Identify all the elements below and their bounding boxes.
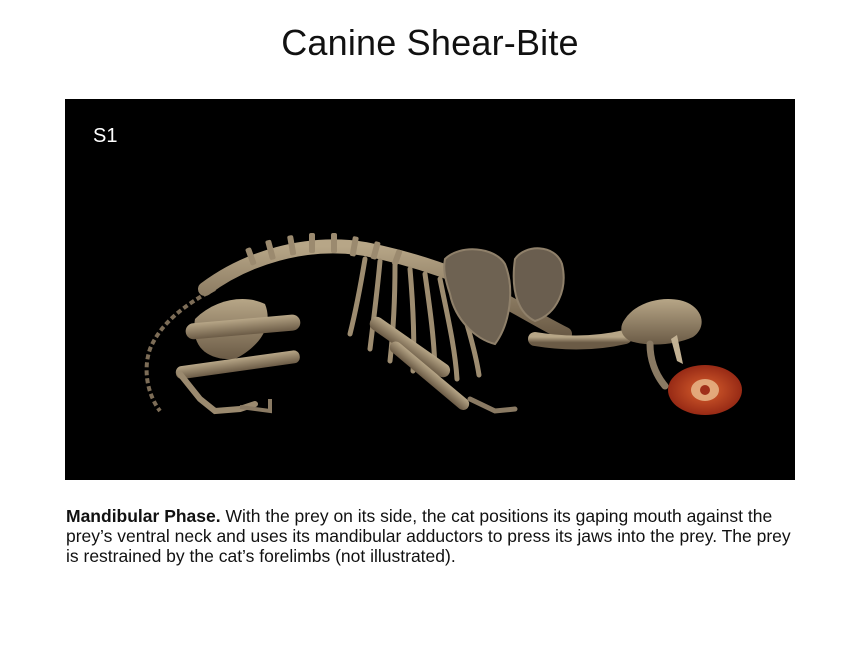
skeleton-figure (65, 99, 795, 480)
caption-heading: Mandibular Phase. (66, 506, 221, 526)
caption-body: With the prey on its side, the cat positions its gaping mouth against the prey’s ventral neck and uses its mandibular adductors to press its jaws into the prey. The prey is restrained by the cat’s forelimbs (not illustrated). (66, 506, 791, 566)
hind-limb (175, 299, 301, 411)
caption (66, 506, 806, 566)
panel-label: S1 (93, 125, 118, 147)
cat-skeleton-icon (65, 99, 795, 480)
prey-neck-section-icon (668, 365, 742, 415)
scapula-right (514, 248, 564, 321)
scapula-left (444, 249, 510, 344)
neck-vertebrae (535, 337, 625, 343)
slide-title: Canine Shear-Bite (281, 22, 579, 63)
